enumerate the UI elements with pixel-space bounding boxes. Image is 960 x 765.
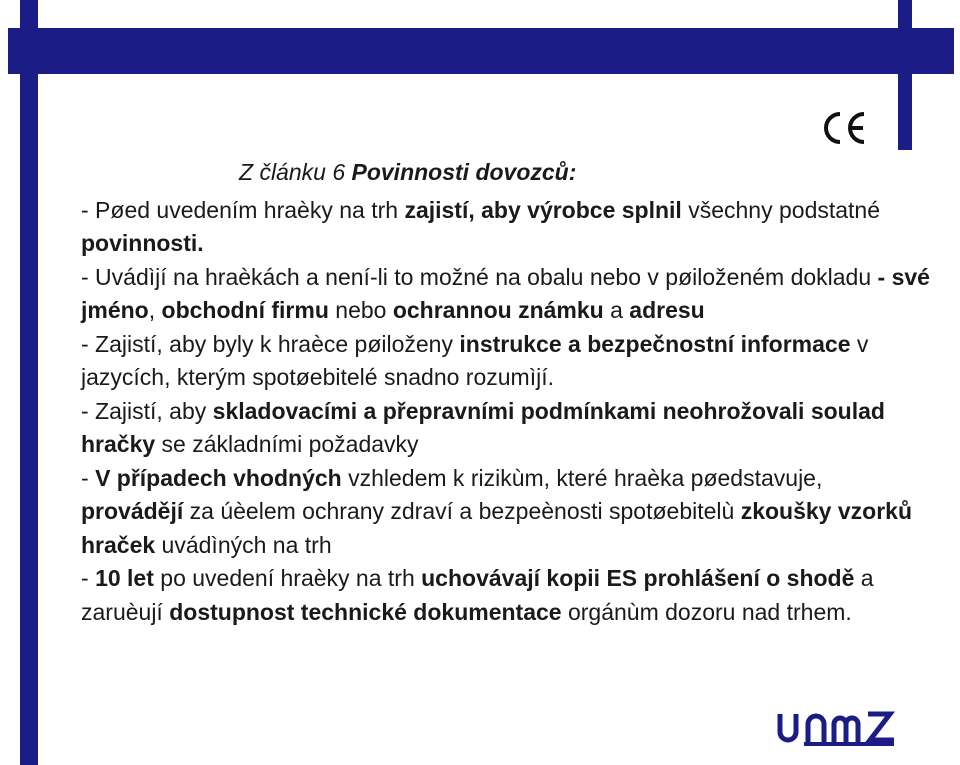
obligation-paragraph	[81, 395, 931, 462]
right-decor-bar	[898, 0, 912, 150]
text-run: uvádìných na trh	[155, 531, 332, 558]
text-run: všechny podstatné	[681, 196, 881, 223]
text-run: - své jméno	[81, 263, 930, 323]
title-bold: Povinnosti dovozců:	[351, 159, 577, 185]
text-run: a zaruèují	[81, 565, 874, 625]
text-run: obchodní firmu	[161, 297, 329, 323]
text-run: dostupnost technické dokumentace	[169, 598, 562, 625]
page-title	[239, 156, 931, 190]
obligation-paragraph	[81, 562, 931, 629]
text-run: - Pøed uvedením hraèky na trh	[81, 196, 405, 223]
text-run: skladovacími a přepravními podmínkami neohrožovali soulad hračky	[81, 397, 885, 457]
text-run: a	[603, 297, 630, 323]
text-run: -	[81, 565, 96, 591]
obligation-paragraph	[81, 462, 931, 563]
text-run: zajistí, aby výrobce splnil	[404, 196, 682, 223]
unmz-logo-icon	[776, 706, 906, 746]
text-run: V případech vhodných	[95, 464, 342, 491]
obligation-paragraph	[81, 194, 931, 261]
text-run: - Uvádìjí na hraèkách a není-li to možné na obalu nebo v pøiloženém dokladu	[81, 263, 878, 290]
article-content	[81, 156, 931, 629]
text-run: za úèelem ochrany zdraví a bezpeènosti spotøebitelù	[183, 498, 741, 524]
obligation-paragraph	[81, 261, 931, 328]
text-run: ,	[148, 297, 162, 323]
text-run: provádějí	[81, 498, 184, 524]
text-run: - Zajistí, aby	[81, 397, 213, 424]
text-run: zkoušky vzorků hraček	[81, 498, 912, 558]
text-run: -	[81, 464, 96, 491]
text-run: nebo	[328, 297, 393, 323]
ce-mark-icon	[820, 110, 868, 146]
text-run: povinnosti.	[81, 230, 204, 256]
title-prefix: Z článku 6	[239, 159, 352, 185]
text-run: vzhledem k rizikùm, které hraèka pøedstavuje,	[341, 464, 823, 491]
text-run: instrukce a bezpečnostní informace	[459, 330, 851, 357]
obligations-list	[81, 194, 931, 630]
text-run: 10 let	[95, 565, 154, 591]
left-decor-bar	[20, 0, 38, 765]
text-run: - Zajistí, aby byly k hraèce pøiloženy	[81, 330, 460, 357]
text-run: ochrannou známku	[392, 297, 604, 323]
text-run: po uvedení hraèky na trh	[153, 565, 422, 591]
text-run: uchovávají kopii ES prohlášení o shodě	[421, 565, 855, 591]
top-decor-bar	[8, 28, 954, 74]
text-run: v jazycích, kterým spotøebitelé snadno rozumìjí.	[81, 330, 869, 390]
text-run: se základními požadavky	[155, 431, 419, 457]
obligation-paragraph	[81, 328, 931, 395]
text-run: adresu	[629, 297, 705, 323]
text-run: orgánùm dozoru nad trhem.	[561, 598, 852, 625]
